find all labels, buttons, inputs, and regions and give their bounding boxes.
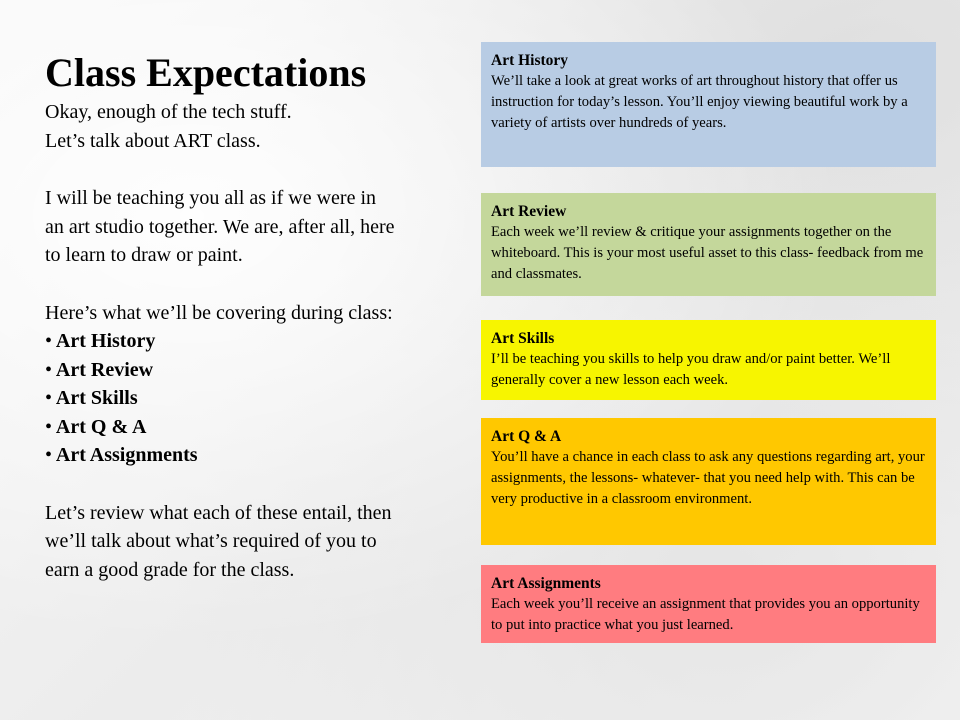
main-text-column (45, 48, 475, 584)
list-item (45, 327, 475, 356)
bullet-icon: • (45, 444, 53, 466)
bullet-icon: • (45, 387, 53, 409)
box-title: Art Q & A (491, 428, 562, 445)
teaching-line-1: I will be teaching you all as if we were in (45, 187, 376, 209)
closing-line-3: earn a good grade for the class. (45, 558, 295, 581)
box-text: You’ll have a chance in each class to ask any questions regarding art, your assignments, the lessons- whatever- that you need help with. This can be very productive in a classroom environment. (491, 449, 925, 507)
box-title: Art Assignments (491, 575, 601, 592)
spacer (45, 155, 475, 184)
art-skills-box (481, 320, 936, 400)
topic-label: Art Assignments (55, 444, 198, 466)
topic-label: Art History (55, 330, 156, 352)
bullet-icon: • (45, 330, 53, 352)
art-review-box (481, 193, 936, 296)
teaching-line-2: an art studio together. We are, after all, here (45, 215, 395, 238)
spacer (45, 270, 475, 299)
spacer (45, 470, 475, 499)
intro-line-2: Let’s talk about ART class. (45, 129, 261, 152)
list-item (45, 413, 475, 442)
list-item (45, 441, 475, 470)
topic-label: Art Review (55, 358, 154, 381)
closing-line-1: Let’s review what each of these entail, then (45, 501, 392, 524)
bullet-icon: • (45, 415, 53, 438)
list-item (45, 384, 475, 413)
art-assignments-box (481, 565, 936, 643)
topic-label: Art Q & A (55, 415, 147, 438)
box-title: Art History (491, 52, 569, 69)
intro-line-1: Okay, enough of the tech stuff. (45, 101, 292, 123)
list-item (45, 356, 475, 385)
box-title: Art Review (491, 203, 567, 220)
closing-line-2: we’ll talk about what’s required of you to (45, 530, 377, 552)
topic-label: Art Skills (55, 387, 138, 409)
box-title: Art Skills (491, 330, 555, 347)
box-text: Each week we’ll review & critique your assignments together on the whiteboard. This is your most useful asset to this class- feedback from me and classmates. (491, 224, 924, 282)
bullet-icon: • (45, 358, 53, 381)
covering-line: Here’s what we’ll be covering during class: (45, 301, 393, 324)
topics-list (45, 327, 475, 470)
art-qa-box (481, 418, 936, 545)
box-text: We’ll take a look at great works of art throughout history that offer us instruction for today’s lesson. You’ll enjoy viewing beautiful work by a variety of artists over hundreds of years. (491, 73, 908, 131)
box-text: I’ll be teaching you skills to help you draw and/or paint better. We’ll generally cover a new lesson each week. (491, 351, 891, 388)
box-text: Each week you’ll receive an assignment that provides you an opportunity to put into practice what you just learned. (491, 596, 920, 633)
teaching-line-3: to learn to draw or paint. (45, 244, 243, 266)
page-title: Class Expectations (45, 50, 367, 95)
art-history-box (481, 42, 936, 167)
